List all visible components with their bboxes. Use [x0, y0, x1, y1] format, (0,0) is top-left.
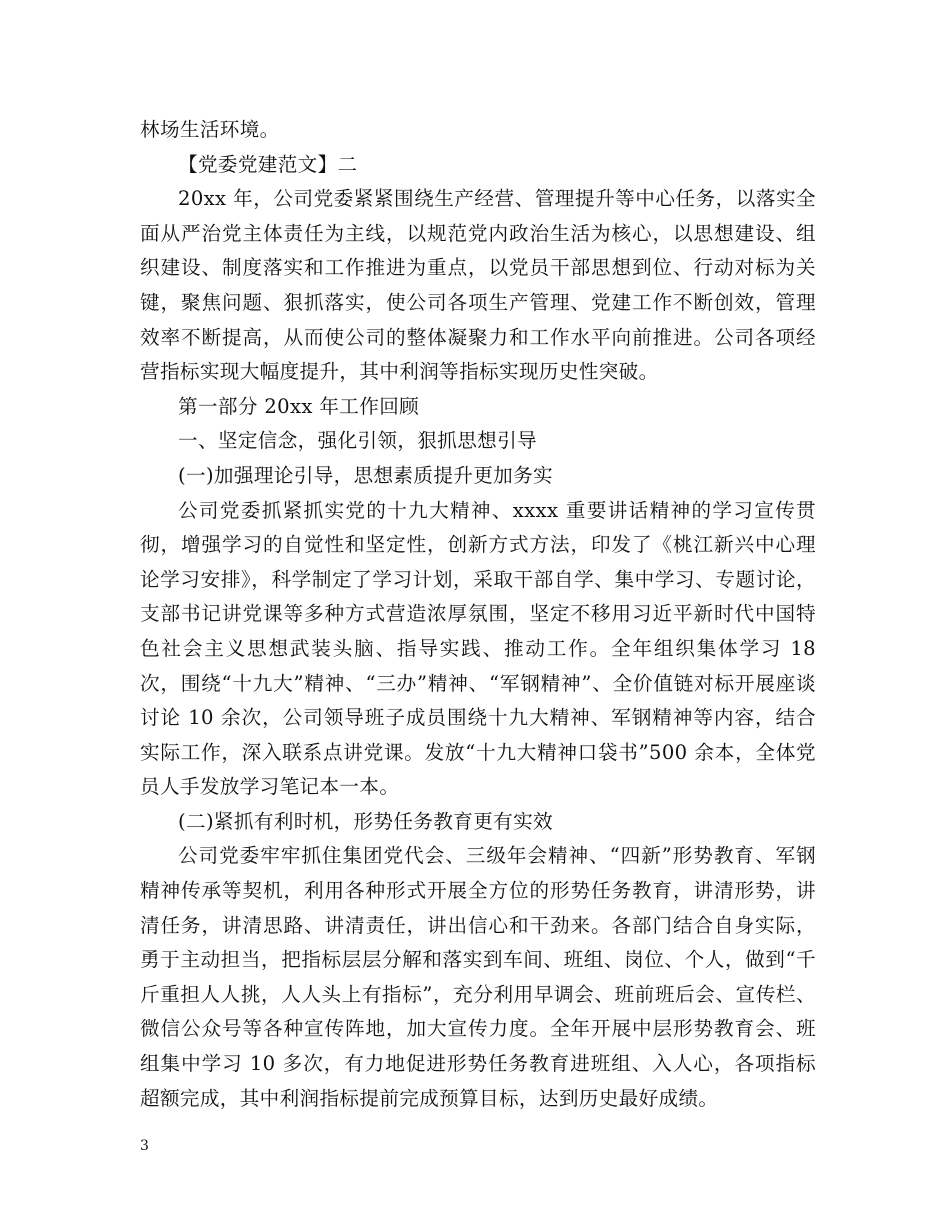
paragraph: 林场生活环境。 [140, 118, 280, 141]
subsection-heading: (一)加强理论引导，思想素质提升更加务实 [178, 463, 553, 487]
section-heading: 【党委党建范文】二 [178, 152, 358, 176]
paragraph: 20xx 年，公司党委紧紧围绕生产经营、管理提升等中心任务，以落实全面从严治党主体责任为主线，以规范党内政治生活为核心，以思想建设、组织建设、制度落实和工作推进为重点，以党员干部思想到位、行动对标为关键，聚焦问题、狠抓落实，使公司各项生产管理、党建工作不断创效，管理效率不断提高，从而使公司的整体凝聚力和工作水平向前推进。公司各项经营指标实现大幅度提升，其中利润等指标实现历史性突破。 [140, 187, 816, 384]
page-number: 3 [140, 1138, 149, 1154]
paragraph: 公司党委抓紧抓实党的十九大精神、xxxx 重要讲话精神的学习宣传贯彻，增强学习的自觉性和坚定性，创新方式方法，印发了《桃江新兴中心理论学习安排》，科学制定了学习计划，采取干部自学、集中学习、专题讨论，支部书记讲党课等多种方式营造浓厚氛围，坚定不移用习近平新时代中国特色社会主义思想武装头脑、指导实践、推动工作。全年组织集体学习 18 次，围绕“十九大”精神、“三办”精神、“军钢精神”、全价值链对标开展座谈讨论 10 余次，公司领导班子成员围绕十九大精神、军钢精神等内容，结合实际工作，深入联系点讲党课。发放“十九大精神口袋书”500 余本，全体党员人手发放学习笔记本一本。 [140, 498, 816, 799]
section-heading: 第一部分 20xx 年工作回顾 [178, 394, 420, 418]
subsection-heading: (二)紧抓有利时机，形势任务教育更有实效 [178, 809, 553, 833]
paragraph: 公司党委牢牢抓住集团党代会、三级年会精神、“四新”形势教育、军钢精神传承等契机，利用各种形式开展全方位的形势任务教育，讲清形势，讲清任务，讲清思路、讲清责任，讲出信心和干劲来。各部门结合自身实际，勇于主动担当，把指标层层分解和落实到车间、班组、岗位、个人，做到“千斤重担人人挑，人人头上有指标”，充分利用早调会、班前班后会、宣传栏、微信公众号等各种宣传阵地，加大宣传力度。全年开展中层形势教育会、班组集中学习 10 多次，有力地促进形势任务教育进班组、入人心，各项指标超额完成，其中利润指标提前完成预算目标，达到历史最好成绩。 [140, 844, 816, 1110]
section-heading: 一、坚定信念，强化引领，狠抓思想引导 [178, 429, 537, 453]
document-body [140, 113, 816, 1116]
